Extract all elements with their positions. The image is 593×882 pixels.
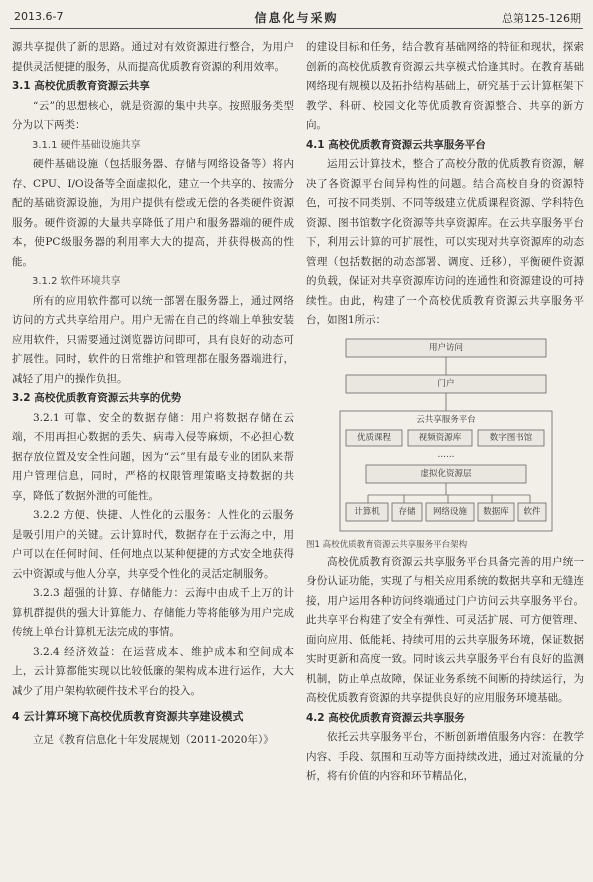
service-box: 优质课程 bbox=[356, 432, 391, 443]
paragraph: 3.2.3 超强的计算、存储能力：云海中由成千上万的计算机群提供的强大计算能力、存储能力等将能够为用户完成传统上单台计算机无法完成的事情。 bbox=[12, 587, 294, 638]
resource-box: 计算机 bbox=[354, 506, 380, 517]
sub-subsection-heading: 3.1.1 硬件基础设施共享 bbox=[32, 139, 141, 151]
issue-number: 总第125-126期 bbox=[502, 12, 581, 25]
paragraph: 源共享提供了新的思路。通过对有效资源进行整合，为用户提供灵活便捷的服务，从而提高优质教育资源的利用效率。 bbox=[12, 41, 294, 73]
page-header bbox=[0, 0, 593, 30]
portal-box: 门户 bbox=[437, 378, 455, 389]
journal-title: 信息化与采购 bbox=[254, 11, 339, 25]
paragraph: 3.2.4 经济效益：在运营成本、维护成本和空间成本上，云计算都能实现以比较低廉的架构成本进行运作，大大减少了用户架构软硬件技术平台的投入。 bbox=[12, 645, 294, 697]
user-access-box: 用户访问 bbox=[428, 342, 463, 353]
right-bottom-text bbox=[306, 553, 584, 787]
paragraph: 高校优质教育资源云共享服务平台具备完善的用户统一身份认证功能，实现了与相关应用系统的数据共享和无缝连接，用户运用各种访问终端通过门户访问云共享服务平台。此共享平台构建了安全有弹性、可灵活扩展、可方便管理、面向应用、低能耗、持续可用的云共享服务环境，保证数据实时更新和高度一致。同时该云共享服务平台有良好的监测机制，防止单点故障，保证业务系统不间断的持续运行，为高校优质教育资源的共享提供良好的应用服务环境基础。 bbox=[306, 555, 584, 704]
service-box: 视频资源库 bbox=[418, 432, 462, 443]
subsection-heading: 3.1 高校优质教育资源云共享 bbox=[12, 80, 150, 92]
service-box: 数字图书馆 bbox=[489, 432, 533, 443]
paragraph: 立足《教育信息化十年发展规划（2011-2020年）》 bbox=[33, 733, 274, 746]
paragraph: 3.2.1 可靠、安全的数据存储：用户将数据存储在云端，不用再担心数据的丢失、病毒入侵等麻烦，不必担心数据存放位置及安全性问题，因为“云”里有最专业的团队来帮用户管理信息，同时，严格的权限管理策略支持数据的共享，降低了数据外泄的可能性。 bbox=[12, 411, 294, 502]
paragraph: 运用云计算技术，整合了高校分散的优质教育资源，解决了各资源平台间异构性的问题。结合高校自身的资源特色，可按不同类别、不同等级建立优质课程资源、学科特色资源、图书馆数字化资源等共享资源库。在云共享服务平台下，利用云计算的可扩展性，可以实现对共享资源库的动态管理（包括数据的动态部署、调度、迁移），平衡硬件资源的负载，保证对共享资源库访问的连通性和资源建设的可持续性。由此，构建了一个高校优质教育资源云共享服务平台，如图1所示： bbox=[306, 158, 584, 326]
resource-box: 网络设施 bbox=[432, 506, 467, 517]
platform-label: 云共享服务平台 bbox=[416, 414, 476, 425]
subsection-heading: 4.1 高校优质教育资源云共享服务平台 bbox=[306, 138, 486, 151]
figure-caption: 图1 高校优质教育资源云共享服务平台架构 bbox=[306, 539, 468, 550]
paragraph: 3.2.2 方便、快捷、人性化的云服务：人性化的云服务是吸引用户的关键。云计算时代，数据存在于云海之中，用户可以在任何时间、任何地点以某种便捷的方式安全地获得云中资源或与他人分享，共享受个性化的灵活定制服务。 bbox=[12, 509, 294, 580]
subsection-heading: 3.2 高校优质教育资源云共享的优势 bbox=[12, 392, 182, 404]
right-top-text bbox=[306, 38, 584, 331]
paragraph: 硬件基础设施（包括服务器、存储与网络设备等）将内存、CPU、I/O设备等全面虚拟化，建立一个共享的、按需分配的基础资源设施，为用户提供有偿或无偿的各类硬件资源服务。硬件资源的大量共享降低了用户和服务器端的硬件成本，使PC级服务器的利用率大大的提高，并获得极高的性能。 bbox=[12, 158, 294, 268]
resource-box: 数据库 bbox=[483, 506, 509, 517]
right-column bbox=[306, 38, 584, 787]
sub-subsection-heading: 3.1.2 软件环境共享 bbox=[32, 276, 121, 287]
resource-box: 软件 bbox=[523, 506, 541, 517]
issue-date: 2013.6-7 bbox=[14, 10, 64, 23]
architecture-figure bbox=[306, 337, 584, 535]
paragraph: 依托云共享服务平台，不断创新增值服务内容：在教学内容、手段、氛围和互动等方面持续改进，通过对流量的分析，将有价值的内容和环节精品化， bbox=[306, 731, 584, 782]
paragraph: 所有的应用软件都可以统一部署在服务器上，通过网络访问的方式共享给用户。用户无需在自己的终端上单独安装应用软件，只需要通过浏览器访问即可，具有良好的动态可扩展性。同时，软件的日常维护和管理都在服务器端进行，减轻了用户的操作负担。 bbox=[12, 294, 294, 385]
ellipsis: …… bbox=[437, 449, 455, 460]
paragraph: 的建设目标和任务，结合教育基础网络的特征和现状，探索创新的高校优质教育资源云共享模式恰逢其时。在教育基础网络现有规模以及拓扑结构基础上，研究基于云计算框架下教学、科研、校园文化等优质教育资源整合、共享的新方向。 bbox=[306, 41, 584, 131]
section-heading: 4 云计算环境下高校优质教育资源共享建设模式 bbox=[12, 710, 244, 723]
header-rule bbox=[10, 28, 583, 29]
virtual-layer-box: 虚拟化资源层 bbox=[420, 468, 472, 479]
paragraph: “云”的思想核心，就是资源的集中共享。按照服务类型分为以下两类： bbox=[12, 99, 294, 131]
resource-box: 存储 bbox=[398, 506, 416, 517]
subsection-heading: 4.2 高校优质教育资源云共享服务 bbox=[306, 711, 465, 724]
left-column bbox=[12, 38, 294, 750]
